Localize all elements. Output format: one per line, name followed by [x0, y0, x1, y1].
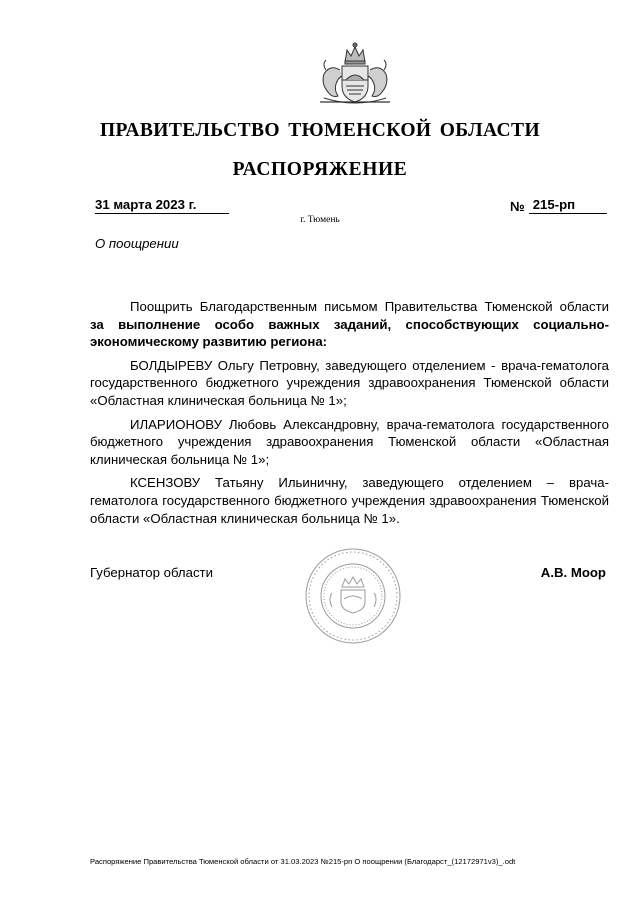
recipient-paragraph: ИЛАРИОНОВУ Любовь Александровну, врача-гематолога государственного бюджетного учреждения здравоохранения Тюменской области «Областная клиническая больница № 1»; [90, 416, 609, 467]
government-title: ПРАВИТЕЛЬСТВО ТЮМЕНСКОЙ ОБЛАСТИ [99, 120, 541, 141]
document-body [90, 298, 609, 533]
recipient-paragraph: КСЕНЗОВУ Татьяну Ильиничну, заведующего отделением – врача-гематолога государственного бюджетного учреждения здравоохранения Тюменской области «Областная клиническая больница № 1». [90, 475, 609, 526]
document-number [510, 197, 607, 214]
number-prefix: № [510, 199, 525, 214]
intro-plain: Поощрить Благодарственным письмом Правительства Тюменской области [130, 299, 609, 314]
document-subject: О поощрении [95, 236, 179, 251]
footer-file-reference: Распоряжение Правительства Тюменской области от 31.03.2023 №215-рп О поощрении (Благодарст_(12172971v3)_.odt [90, 857, 516, 866]
intro-bold: за выполнение особо важных заданий, способствующих социально-экономическому развитию региона: [90, 316, 609, 350]
document-city: г. Тюмень [300, 215, 340, 225]
coat-of-arms-icon [312, 40, 398, 110]
official-seal-icon [304, 547, 402, 645]
document-date: 31 марта 2023 г. [95, 197, 229, 214]
signer-role: Губернатор области [90, 565, 213, 580]
signer-name: А.В. Моор [540, 565, 606, 580]
recipient-paragraph: БОЛДЫРЕВУ Ольгу Петровну, заведующего отделением - врача-гематолога государственного бюджетного учреждения здравоохранения Тюменской области «Областная клиническая больница № 1»; [90, 357, 609, 408]
intro-paragraph [90, 298, 609, 351]
document-type: РАСПОРЯЖЕНИЕ [232, 159, 408, 180]
number-value: 215-рп [529, 197, 607, 214]
